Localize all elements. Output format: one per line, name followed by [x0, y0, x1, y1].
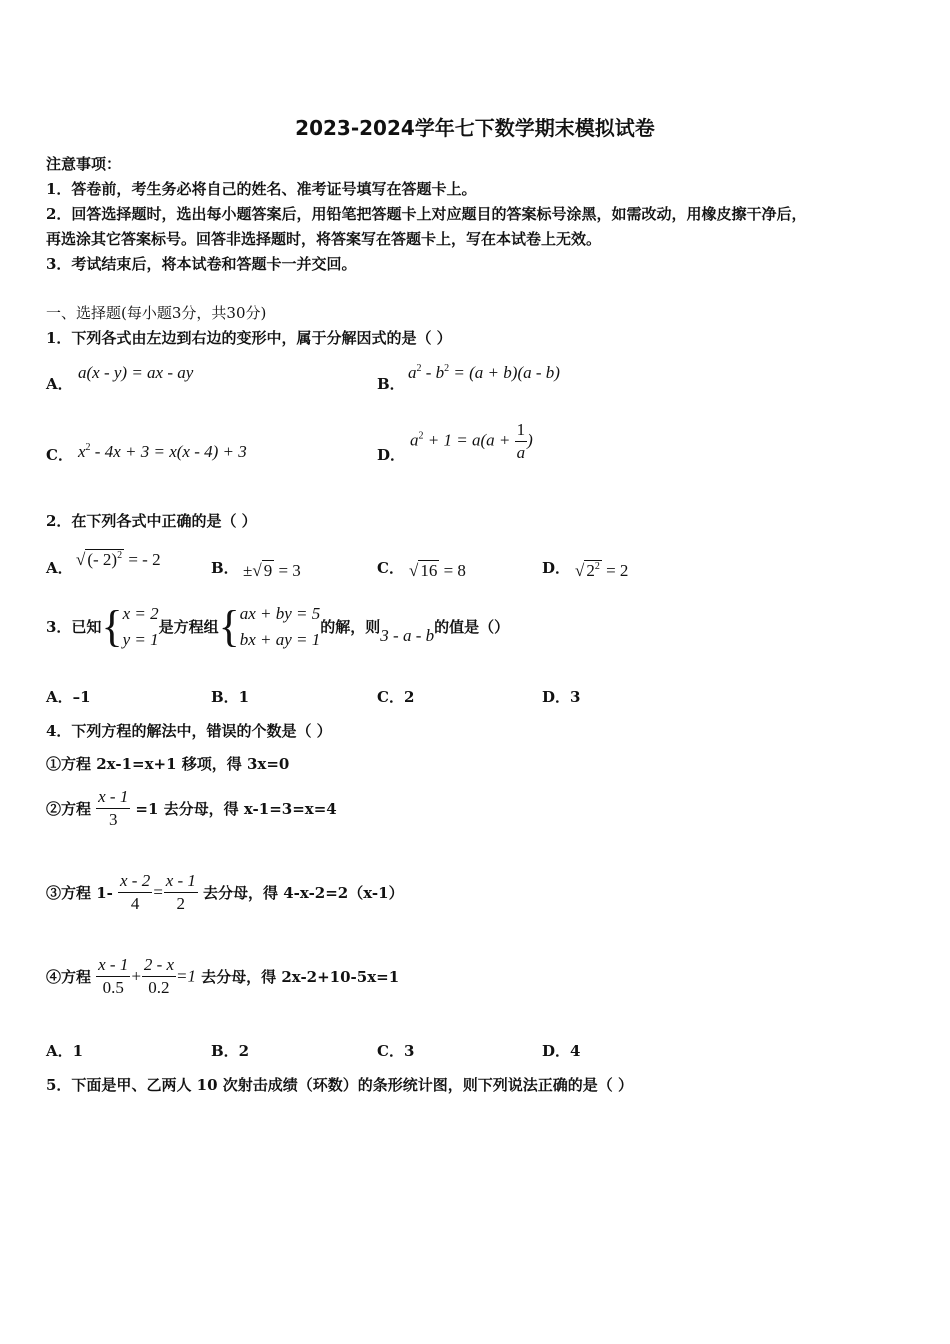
q3-option-c: C．2 — [377, 688, 415, 706]
q2-option-c: √ 16 = 8 — [409, 561, 466, 580]
q2-label-a: A． — [46, 559, 73, 577]
q4-item-2: ②方程 $\frac{x - 1}{3}$ =1 去分母，得 x-1=3=x=4 — [46, 787, 337, 829]
note-item-1: 1．答卷前，考生务必将自己的姓名、准考证号填写在答题卡上。 — [46, 180, 477, 198]
q1-label-b: B． — [377, 375, 405, 393]
q2-label-c: C． — [377, 559, 404, 577]
q2-option-a: √ (- 2)$^2$ = - 2 — [76, 550, 161, 569]
q1-option-b: $a^2 - b^2 = (a + b)(a - b)$ — [408, 363, 560, 382]
q2-label-d: D． — [542, 559, 571, 577]
note-item-2-cont: 再选涂其它答案标号。回答非选择题时，将答案写在答题卡上，写在本试卷上无效。 — [46, 230, 602, 248]
q3-option-b: B．1 — [211, 688, 250, 706]
page-title: 2023-2024学年七下数学期末模拟试卷 — [295, 116, 655, 140]
q1-option-d: $a^2 + 1 = a(a$ + $\frac{1}{a}$ ) — [410, 420, 533, 462]
note-item-2: 2．回答选择题时，选出每小题答案后，用铅笔把答题卡上对应题目的答案标号涂黑，如需改动，用橡皮擦干净后， — [46, 205, 807, 223]
q1-label-c: C． — [46, 446, 73, 464]
q2-label-b: B． — [211, 559, 239, 577]
q1-option-c: $x^2 - 4x + 3 = x(x - 4) + 3$ — [78, 442, 247, 461]
q4-stem: 4．下列方程的解法中，错误的个数是（ ） — [46, 722, 332, 740]
q3-option-d: D．3 — [542, 688, 581, 706]
q1-option-a: a(x - y) = ax - ay — [78, 363, 194, 382]
section-heading: 一、选择题(每小题3分，共30分) — [46, 304, 267, 322]
q1-stem: 1．下列各式由左边到右边的变形中，属于分解因式的是（ ） — [46, 329, 452, 347]
q2-stem: 2．在下列各式中正确的是（ ） — [46, 512, 257, 530]
q4-item-1: ①方程 2x-1=x+1 移项，得 3x=0 — [46, 755, 290, 773]
q3-stem: 3．已知{ x = 2 y = 1 是方程组{ ax + by = 5 bx + ay = 1 的解，则3 - a - b的值是（） — [46, 602, 510, 651]
notes-heading: 注意事项： — [46, 155, 122, 173]
note-item-3: 3．考试结束后，将本试卷和答题卡一并交回。 — [46, 255, 357, 273]
q5-stem: 5．下面是甲、乙两人 10 次射击成绩（环数）的条形统计图，则下列说法正确的是（ ） — [46, 1076, 633, 1094]
q4-option-b: B．2 — [211, 1042, 250, 1060]
q4-option-c: C．3 — [377, 1042, 415, 1060]
q3-option-a: A．–1 — [46, 688, 91, 706]
q2-option-b: ±√ 9 = 3 — [243, 561, 301, 580]
q4-item-3: ③方程 1- $\frac{x - 2}{4}$ = $\frac{x - 1}{2}$ 去分母，得 4-x-2=2（x-1） — [46, 871, 404, 913]
q1-label-d: D． — [377, 446, 406, 464]
q4-item-4: ④方程 $\frac{x - 1}{0.5}$ + $\frac{2 - x}{0.2}$ =1 去分母，得 2x-2+10-5x=1 — [46, 955, 400, 997]
q4-option-d: D．4 — [542, 1042, 581, 1060]
q4-option-a: A．1 — [46, 1042, 84, 1060]
q1-label-a: A． — [46, 375, 73, 393]
q2-option-d: √ $2^2 = 2$ — [575, 561, 629, 580]
